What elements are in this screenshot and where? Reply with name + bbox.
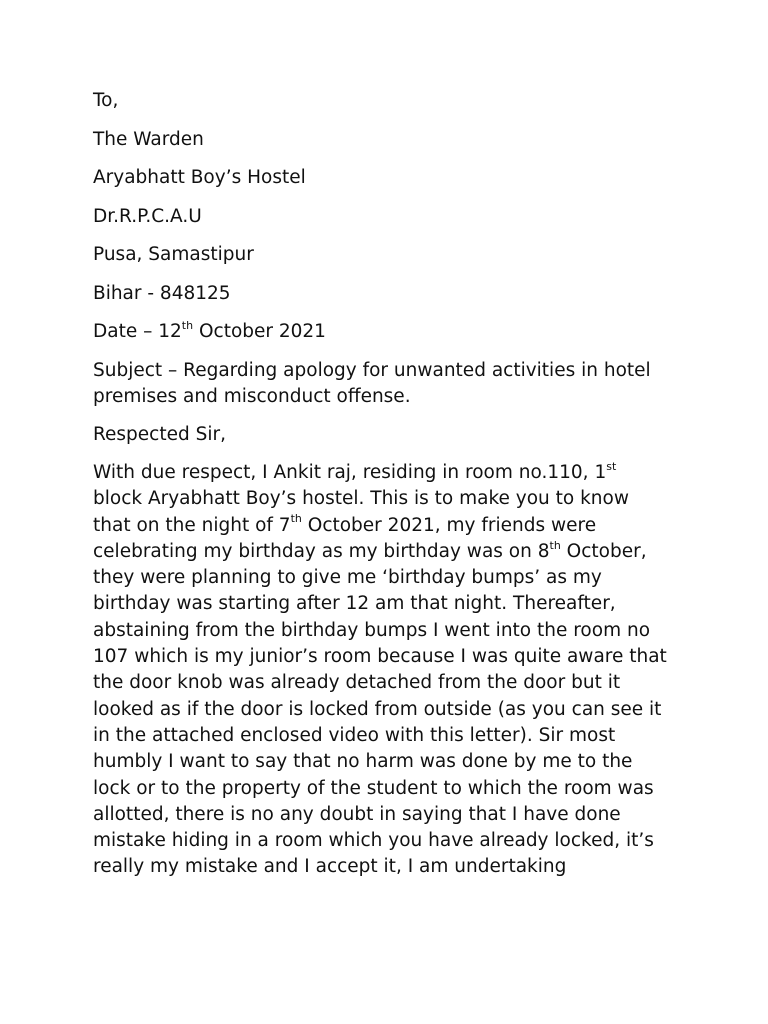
body-line: abstaining from the birthday bumps I went into the room no (93, 619, 651, 641)
body-line-text: celebrating my birthday as my birthday was on 8 (93, 540, 550, 562)
letter-date (93, 319, 693, 345)
body-line: in the attached enclosed video with this letter). Sir most (93, 724, 616, 746)
letter-body (93, 88, 693, 881)
body-paragraph (93, 460, 693, 881)
date-suffix: October 2021 (193, 321, 326, 342)
address-to: To, (93, 90, 119, 111)
body-line (93, 539, 693, 565)
body-line-text: October, (560, 540, 647, 562)
body-line: they were planning to give me ‘birthday bumps’ as my (93, 567, 602, 589)
address-state-pin: Bihar - 848125 (93, 282, 231, 304)
body-line: allotted, there is no any doubt in saying that I have done (93, 803, 621, 825)
date-superscript: th (181, 318, 194, 332)
body-line: mistake hiding in a room which you have already locked, it’s (93, 830, 654, 852)
date-prefix: Date – 12 (93, 321, 182, 342)
letter-subject (93, 358, 693, 410)
body-line: the door knob was already detached from the door but it (93, 672, 621, 694)
body-line-text: October 2021, my friends were (301, 514, 597, 536)
body-line: looked as if the door is locked from outside (as you can see it (93, 698, 662, 720)
address-hostel: Aryabhatt Boy’s Hostel (93, 167, 306, 188)
subject-line-1: Subject – Regarding apology for unwanted activities in hotel (93, 359, 651, 381)
body-line (93, 460, 693, 486)
body-line-text: With due respect, I Ankit raj, residing in room no.110, 1 (93, 462, 607, 483)
subject-line-2: premises and misconduct offense. (93, 385, 411, 407)
body-line-text: that on the night of 7 (93, 514, 291, 536)
body-superscript: th (290, 512, 302, 526)
body-line: birthday was starting after 12 am that night. Thereafter, (93, 593, 616, 615)
body-line: 107 which is my junior’s room because I was quite aware that (93, 646, 667, 668)
body-superscript: st (606, 459, 617, 473)
address-recipient: The Warden (93, 128, 204, 150)
salutation: Respected Sir, (93, 423, 226, 445)
body-line: lock or to the property of the student to which the room was (93, 777, 654, 799)
body-superscript: th (549, 538, 561, 552)
body-line (93, 513, 693, 539)
body-line: humbly I want to say that no harm was done by me to the (93, 751, 633, 773)
address-location: Pusa, Samastipur (93, 244, 254, 265)
body-line: block Aryabhatt Boy’s hostel. This is to make you to know (93, 488, 629, 510)
body-line: really my mistake and I accept it, I am undertaking (93, 856, 567, 878)
address-university: Dr.R.P.C.A.U (93, 205, 202, 227)
